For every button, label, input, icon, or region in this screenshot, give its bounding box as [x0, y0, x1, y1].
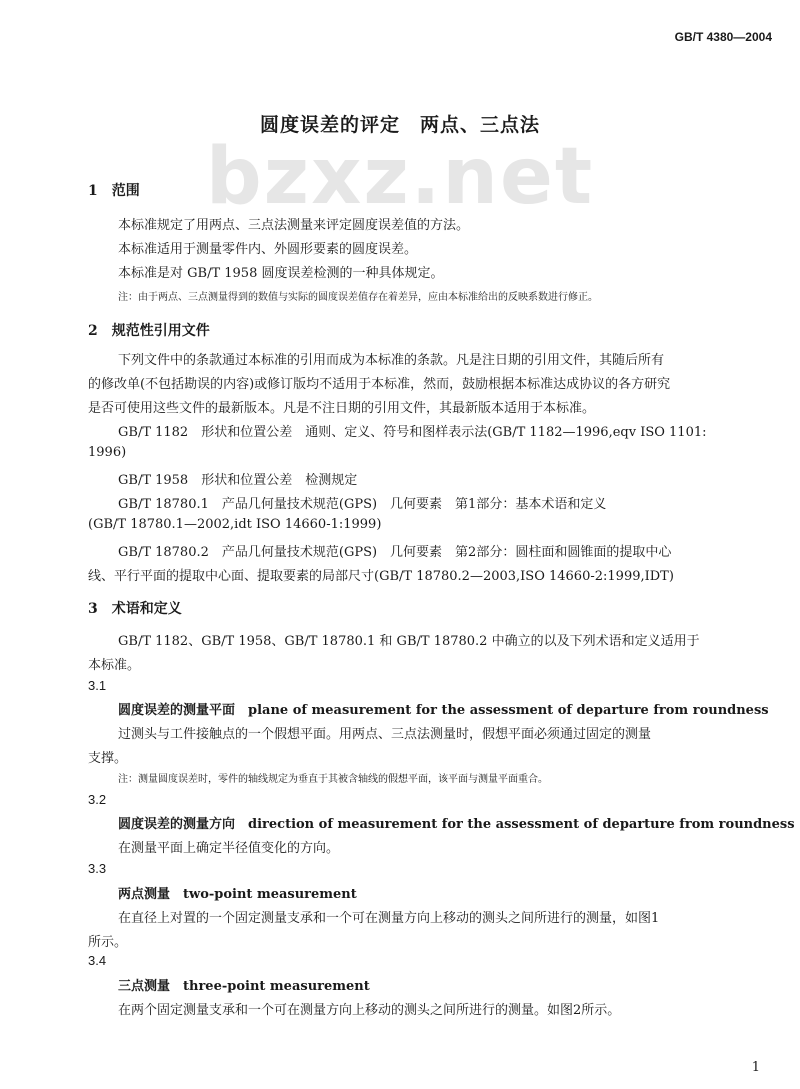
term-3-2-title: 圆度误差的测量方向 direction of measurement for the assessment of departure from roundness	[118, 817, 795, 832]
reference-4-line-2: 线、平行平面的提取中心面、提取要素的局部尺寸(GB/T 18780.2—2003,ISO 14660-2:1999,IDT)	[88, 569, 674, 584]
reference-2: GB/T 1958 形状和位置公差 检测规定	[118, 473, 358, 488]
section-3-paragraph-line-1: GB/T 1182、GB/T 1958、GB/T 18780.1 和 GB/T 18780.2 中确立的以及下列术语和定义适用于	[118, 634, 700, 649]
section-2-paragraph-line-3: 是否可使用这些文件的最新版本。凡是不注日期的引用文件，其最新版本适用于本标准。	[88, 401, 596, 416]
section-1-paragraph-1: 本标准规定了用两点、三点法测量来评定圆度误差值的方法。	[118, 218, 470, 233]
section-1-paragraph-3: 本标准是对 GB/T 1958 圆度误差检测的一种具体规定。	[118, 266, 444, 281]
reference-3-line-1: GB/T 18780.1 产品几何量技术规范(GPS) 几何要素 第1部分：基本术语和定义	[118, 497, 607, 512]
document-title: 圆度误差的评定 两点、三点法	[259, 114, 540, 136]
reference-1-line-1: GB/T 1182 形状和位置公差 通则、定义、符号和图样表示法(GB/T 1182—1996,eqv ISO 1101:	[118, 425, 707, 440]
section-1-paragraph-2: 本标准适用于测量零件内、外圆形要素的圆度误差。	[118, 242, 418, 257]
term-3-4-definition: 在两个固定测量支承和一个可在测量方向上移动的测头之间所进行的测量。如图2所示。	[118, 1003, 621, 1018]
section-2-paragraph-line-2: 的修改单(不包括勘误的内容)或修订版均不适用于本标准，然而，鼓励根据本标准达成协议的各方研究	[88, 377, 671, 392]
section-3-paragraph-line-2: 本标准。	[88, 658, 141, 673]
term-3-1-note: 注：测量圆度误差时，零件的轴线规定为垂直于其被含轴线的假想平面，该平面与测量平面重合。	[118, 774, 548, 785]
standard-code: GB/T 4380—2004	[674, 30, 772, 44]
term-3-2-definition: 在测量平面上确定半径值变化的方向。	[118, 841, 340, 856]
reference-1-line-2: 1996)	[88, 445, 127, 460]
section-3-heading: 3 术语和定义	[88, 601, 182, 617]
term-3-1-definition-line-2: 支撑。	[88, 751, 128, 766]
term-3-3-title: 两点测量 two-point measurement	[118, 887, 357, 902]
watermark: bzxz.net	[205, 132, 595, 222]
reference-4-line-1: GB/T 18780.2 产品几何量技术规范(GPS) 几何要素 第2部分：圆柱面和圆锥面的提取中心	[118, 545, 672, 560]
reference-3-line-2: (GB/T 18780.1—2002,idt ISO 14660-1:1999)	[88, 517, 382, 532]
page-number: 1	[751, 1060, 760, 1075]
term-3-3-number: 3.3	[88, 861, 107, 876]
term-3-3-definition-line-2: 所示。	[88, 935, 128, 950]
section-1-heading: 1 范围	[88, 183, 140, 199]
term-3-2-number: 3.2	[88, 792, 107, 807]
term-3-1-title: 圆度误差的测量平面 plane of measurement for the assessment of departure from roundness	[118, 703, 769, 718]
term-3-4-title: 三点测量 three-point measurement	[118, 979, 370, 994]
section-2-paragraph-line-1: 下列文件中的条款通过本标准的引用而成为本标准的条款。凡是注日期的引用文件，其随后所有	[118, 353, 665, 368]
term-3-1-number: 3.1	[88, 678, 107, 693]
term-3-4-number: 3.4	[88, 953, 107, 968]
term-3-1-definition-line-1: 过测头与工件接触点的一个假想平面。用两点、三点法测量时，假想平面必须通过固定的测量	[118, 727, 652, 742]
term-3-3-definition-line-1: 在直径上对置的一个固定测量支承和一个可在测量方向上移动的测头之间所进行的测量，如图1	[118, 911, 660, 926]
section-1-note: 注：由于两点、三点测量得到的数值与实际的圆度误差值存在着差异，应由本标准给出的反映系数进行修正。	[118, 292, 598, 303]
section-2-heading: 2 规范性引用文件	[88, 323, 210, 339]
